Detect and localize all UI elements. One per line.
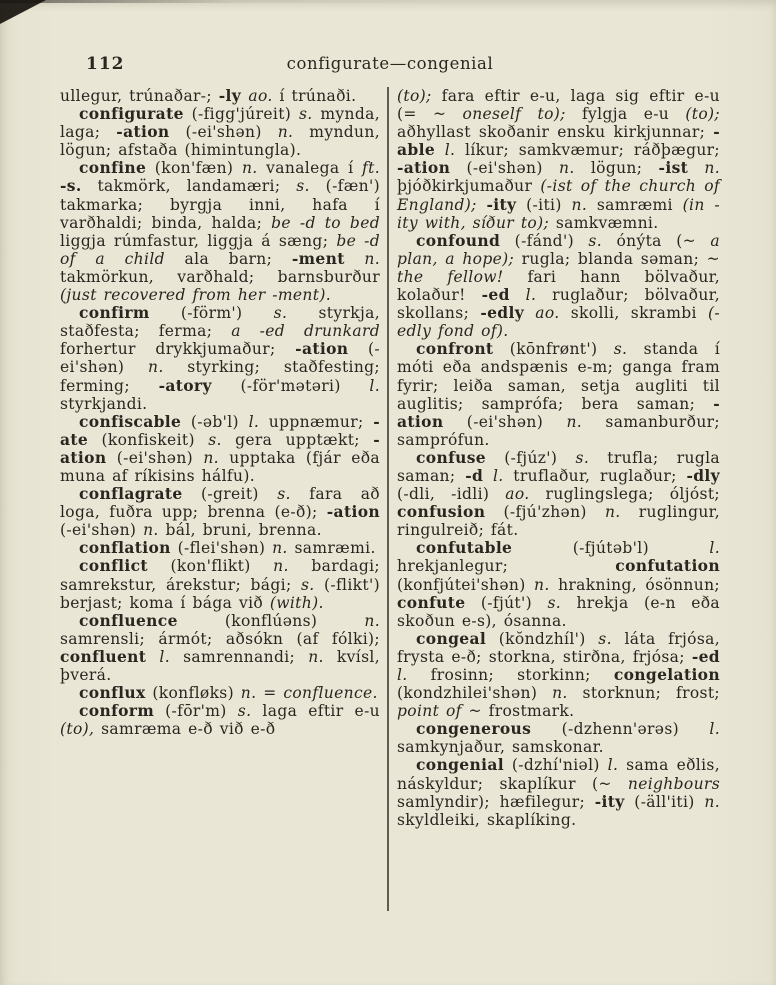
text-run: = — [256, 684, 284, 703]
text-run: forhertur drykkjumaður; — [60, 340, 296, 359]
text-run: rugla; blanda səman; ~ — [514, 249, 720, 268]
dictionary-entry — [60, 304, 380, 413]
text-run: ullegur, trúnaðar-; — [60, 87, 219, 105]
text-run: s. — [208, 430, 222, 449]
text-run: -ment — [291, 248, 345, 268]
text-run: (-fánd') — [500, 231, 589, 250]
text-run: (-ei'shən) — [106, 448, 204, 467]
text-run: be -d to bed — [271, 213, 380, 232]
text-run: (-fjú'zhən) — [485, 503, 605, 522]
dictionary-entry — [60, 557, 380, 611]
dictionary-entry — [60, 702, 380, 738]
text-run: fara eftir e-u, laga sig eftir e-u (= ~ — [397, 87, 720, 124]
text-run: (-dli, -idli) — [397, 485, 506, 504]
text-run: ao. — [248, 87, 273, 105]
text-run: congenial — [416, 755, 504, 775]
text-run: ft. — [362, 159, 380, 178]
text-run: mynda, laga; — [60, 105, 380, 142]
text-run: (in -ity with, síður to); — [397, 195, 721, 232]
text-run: upptaka (fjár eða muna af ríkisins hálfu). — [60, 448, 380, 485]
column-divider — [387, 87, 389, 911]
text-run: (-fōr'm) — [154, 702, 238, 721]
text-run: l. — [369, 376, 380, 395]
text-run: (konfjútei'shən) — [397, 575, 535, 594]
text-run: (-iti) — [516, 195, 572, 214]
text-run: s. — [237, 702, 252, 721]
dictionary-entry — [397, 232, 720, 341]
text-run: s. — [273, 304, 288, 323]
text-run — [688, 159, 704, 177]
text-run: -ed — [691, 646, 720, 666]
dictionary-text-block — [60, 87, 720, 911]
text-run: samanburður; samprófun. — [397, 412, 720, 449]
dictionary-entry — [397, 539, 720, 629]
text-run: (-flei'shən) — [170, 539, 273, 558]
text-run: l. — [444, 141, 456, 160]
dictionary-entry — [397, 630, 720, 720]
text-run: confluent — [60, 646, 147, 666]
text-run: (kondzhilei'shən) — [397, 684, 553, 703]
text-run: styrkja, staðfesta; ferma; — [60, 304, 380, 341]
text-run: fari hann bölvaður, kolaður! — [397, 267, 720, 305]
text-run: n. — [272, 539, 288, 558]
dictionary-entry — [60, 539, 380, 557]
text-run: takmörkun, varðhald; barnsburður — [60, 267, 380, 286]
text-run: n. — [277, 123, 294, 142]
text-run: vanalega í — [257, 159, 363, 178]
text-run: n. — [240, 684, 257, 703]
text-run: n. — [552, 684, 568, 703]
text-run: conflagrate — [79, 484, 183, 504]
text-run: -ity — [486, 194, 517, 214]
text-run: -atory — [158, 375, 212, 395]
text-run: a plan, a hope); — [397, 231, 720, 268]
text-run: congeal — [416, 628, 487, 648]
text-run: s. — [298, 105, 313, 124]
text-run: l. — [607, 756, 619, 775]
dictionary-entry — [60, 485, 380, 539]
text-run: samkvæmni. — [549, 213, 659, 232]
text-run: skolli, skrambi — [559, 304, 708, 323]
text-run: samræmi. — [287, 539, 376, 558]
text-run: (-flikt') berjast; koma í bága við — [60, 575, 380, 612]
text-run: (konfiskeit) — [88, 430, 209, 449]
text-run — [435, 141, 445, 159]
text-run: congelation — [613, 665, 720, 684]
text-run: hrakning, ósönnun; — [549, 575, 720, 594]
text-run: (-dzhenn'ərəs) — [531, 720, 710, 739]
text-run: bál, bruni, brenna. — [158, 521, 322, 540]
text-run: -ation — [116, 122, 170, 142]
text-run: (-edly fond of). — [397, 304, 720, 341]
text-run: ónýta (~ — [602, 231, 711, 250]
text-run: (-för'mətəri) — [211, 376, 370, 395]
dictionary-entry — [60, 105, 380, 159]
text-run: samrennandi; — [170, 647, 309, 666]
text-run: -ation — [295, 339, 349, 359]
text-run: (konflúəns) — [177, 611, 365, 630]
text-run: s. — [598, 629, 612, 648]
text-run: trufla; rugla saman; — [397, 448, 720, 485]
text-run — [483, 467, 493, 485]
text-run: n. — [147, 358, 164, 377]
text-run: (kōnfrønt') — [493, 340, 614, 359]
text-run: n. — [273, 557, 289, 576]
right-column — [397, 87, 720, 829]
text-run: s. — [300, 575, 315, 594]
dictionary-entry — [397, 756, 720, 828]
text-run: confluence. — [283, 684, 378, 703]
text-run: líkur; samkvæmur; ráðþægur; — [455, 141, 721, 160]
text-run: (-äll'iti) — [624, 792, 705, 811]
text-run: n. — [571, 195, 588, 214]
text-run: n. — [566, 412, 583, 431]
text-run: confront — [416, 339, 494, 359]
text-run — [146, 648, 159, 666]
dictionary-entry — [397, 449, 720, 539]
text-run: n. — [704, 159, 720, 178]
text-run: n. — [604, 503, 621, 522]
text-run: (kon'fæn) — [146, 159, 242, 178]
text-run: l. — [248, 412, 260, 431]
text-run: conflict — [79, 556, 148, 576]
text-run: n. — [534, 575, 550, 594]
dictionary-entry — [60, 612, 380, 684]
text-run: l. — [492, 466, 504, 485]
text-run: (-greit) — [182, 485, 278, 504]
text-run: samræma e-ð við e-ð — [94, 720, 276, 739]
text-run: confutation — [615, 556, 720, 576]
text-run: (-dzhí'niəl) — [503, 756, 608, 775]
text-run: confuse — [416, 447, 487, 467]
text-run: ruglingslega; óljóst; — [529, 485, 720, 504]
text-run: samræmi — [587, 195, 683, 214]
text-run: fylgja e-u — [565, 105, 686, 124]
text-run — [345, 250, 365, 268]
text-run: a -ed drunkard — [231, 322, 381, 341]
text-run: takmörk, landamæri; — [81, 177, 297, 196]
text-run: hrekja (e-n eða skoðun e-s), ósanna. — [397, 593, 720, 630]
text-run: (-əb'l) — [181, 412, 249, 431]
text-run: (konfløks) — [145, 684, 241, 703]
text-run: samrensli; ármót; aðsókn (af fólki); — [60, 629, 380, 648]
text-run: uppnæmur; — [259, 412, 374, 431]
text-run: kvísl, þverá. — [60, 647, 380, 684]
text-run: confutable — [416, 538, 513, 558]
text-run: samlyndir); hæfilegur; — [397, 792, 595, 811]
text-run: -ly — [218, 86, 249, 105]
scan-corner-artifact — [0, 0, 46, 24]
text-run: (with). — [269, 593, 324, 612]
text-run: (-ei'shən) — [60, 340, 380, 377]
text-run: l. — [159, 647, 171, 666]
text-run: ao. — [505, 485, 530, 504]
text-run: lögun; — [574, 159, 659, 178]
text-run: oneself to); — [462, 105, 566, 124]
text-run: s. — [613, 340, 628, 359]
text-run: storknun; frost; — [567, 684, 720, 703]
text-run: -ation — [60, 429, 380, 467]
text-run: s. — [296, 177, 310, 196]
text-run: n. — [203, 448, 219, 467]
dictionary-entry — [60, 684, 380, 702]
text-run: s. — [547, 593, 562, 612]
dictionary-entry — [60, 159, 380, 304]
text-run: standa í móti eða andspænis e-m; ganga fram fyrir; leiða saman, setja augliti til auglitis; samprófa; bera saman; — [397, 340, 721, 413]
text-run: confute — [397, 592, 466, 612]
text-run: truflaður, ruglaður; — [503, 466, 687, 485]
text-run: n. — [308, 647, 324, 666]
text-run: samkynjaður, samskonar. — [397, 738, 604, 757]
text-run: (-ei'shən) — [450, 159, 559, 178]
text-run: (-fjút') — [465, 593, 548, 612]
running-head: configurate—congenial — [286, 54, 494, 73]
text-run: sama eðlis, náskyldur; skaplíkur (~ — [397, 756, 720, 793]
text-run: fara að loga, fuðra upp; brenna (e-ð); — [60, 485, 380, 522]
text-run: conform — [79, 701, 155, 721]
text-run: -ed — [481, 285, 510, 305]
left-column — [60, 87, 380, 738]
text-run: the fellow! — [397, 267, 504, 286]
text-run: skyldleiki, skaplíking. — [397, 810, 577, 829]
dictionary-entry — [397, 87, 720, 232]
text-run: -ist — [658, 158, 689, 178]
text-run: n. — [364, 249, 381, 268]
text-run: frosinn; storkinn; — [407, 666, 614, 684]
text-run: s. — [575, 448, 590, 467]
scan-edge-shadow — [0, 0, 776, 3]
text-run: -ation — [326, 502, 380, 522]
text-run: styrking; staðfesting; ferming; — [60, 358, 381, 395]
text-run: be -d of a child — [60, 231, 380, 268]
text-run: (to); — [685, 105, 720, 124]
dictionary-entry — [60, 87, 380, 105]
text-run: (-ei'shən) — [443, 412, 567, 431]
text-run: point of ~ — [397, 702, 482, 721]
text-run: conflation — [79, 538, 171, 558]
text-run: -d — [465, 465, 484, 485]
dictionary-entry — [397, 720, 720, 756]
text-run: confine — [79, 158, 147, 178]
text-run: (kon'flikt) — [147, 557, 274, 576]
text-run: n. — [558, 159, 575, 178]
text-run: (to), — [60, 720, 95, 739]
text-run: confiscable — [79, 411, 182, 431]
text-run: í trúnaði. — [272, 87, 357, 105]
text-run: -ation — [397, 158, 451, 178]
text-run: -edly — [480, 303, 525, 323]
text-run: (-förm') — [149, 304, 274, 323]
text-run: congenerous — [416, 719, 532, 739]
text-run: -ate — [60, 411, 380, 449]
text-run: (just recovered from her -ment). — [60, 286, 331, 305]
text-run: confirm — [79, 303, 150, 323]
text-run: ruglaður; bölvaður, skollans; — [397, 286, 720, 323]
text-run: n. — [364, 611, 380, 630]
text-run: l. — [397, 666, 408, 684]
text-run: liggja rúmfastur, liggja á sæng; — [60, 231, 337, 250]
page-number: 112 — [86, 54, 125, 74]
text-run: conflux — [79, 683, 146, 703]
text-run: s. — [588, 231, 603, 250]
dictionary-entry — [60, 413, 380, 485]
text-run: -ity — [594, 791, 625, 811]
text-run: -ation — [397, 393, 720, 431]
text-run: -s. — [60, 176, 82, 196]
text-run — [510, 286, 526, 304]
text-run: (-fjúz') — [486, 448, 576, 467]
text-run: l. — [709, 720, 720, 739]
page-header — [60, 54, 720, 76]
text-run: myndun, lögun; afstaða (himintungla). — [60, 123, 380, 160]
text-run: n. — [704, 792, 720, 811]
text-run — [524, 304, 535, 322]
text-run: aðhyllast skoðanir ensku kirkjunnar; — [397, 123, 714, 142]
text-run: configurate — [79, 104, 184, 124]
text-run: (-fjútəb'l) — [512, 539, 710, 558]
dictionary-entry — [397, 340, 720, 449]
text-run: (to); — [397, 87, 432, 105]
text-run: (-figg'júreit) — [183, 105, 299, 124]
text-run: ao. — [535, 304, 560, 323]
text-run: n. — [143, 521, 159, 540]
text-run: (-fæn') takmarka; byrgja inni, hafa í varðhaldi; binda, halda; — [60, 177, 381, 232]
text-run: (-ist of the church of England); — [397, 177, 720, 214]
text-run: (-ei'shən) — [169, 123, 278, 142]
text-run: confound — [416, 230, 501, 250]
text-run: laga eftir e-u — [251, 702, 380, 721]
text-run: confusion — [397, 502, 486, 522]
text-run: l. — [709, 539, 720, 558]
text-run: s. — [277, 485, 291, 504]
text-run: (-ei'shən) — [60, 521, 144, 540]
text-run: þjóðkirkjumaður — [397, 177, 541, 196]
text-run: hrekjanlegur; — [397, 557, 616, 576]
text-run: bardagi; samrekstur, árekstur; bági; — [60, 557, 380, 594]
text-run: styrkjandi. — [60, 394, 148, 413]
text-run: (kŏndzhíl') — [486, 629, 599, 648]
text-run: ala barn; — [164, 249, 292, 268]
text-run: n. — [241, 159, 258, 178]
text-run: neighbours — [627, 774, 720, 793]
text-run: l. — [525, 286, 537, 305]
text-run: ruglingur, ringulreið; fát. — [397, 503, 721, 540]
text-run: confluence — [79, 610, 178, 630]
text-run: láta frjósa, frysta e-ð; storkna, stirðna, frjósa; — [397, 629, 721, 666]
text-run: -able — [397, 122, 720, 160]
text-run: -dly — [686, 465, 721, 485]
text-run: gera upptækt; — [221, 430, 374, 449]
text-run — [477, 196, 487, 214]
text-run: frostmark. — [481, 702, 575, 721]
